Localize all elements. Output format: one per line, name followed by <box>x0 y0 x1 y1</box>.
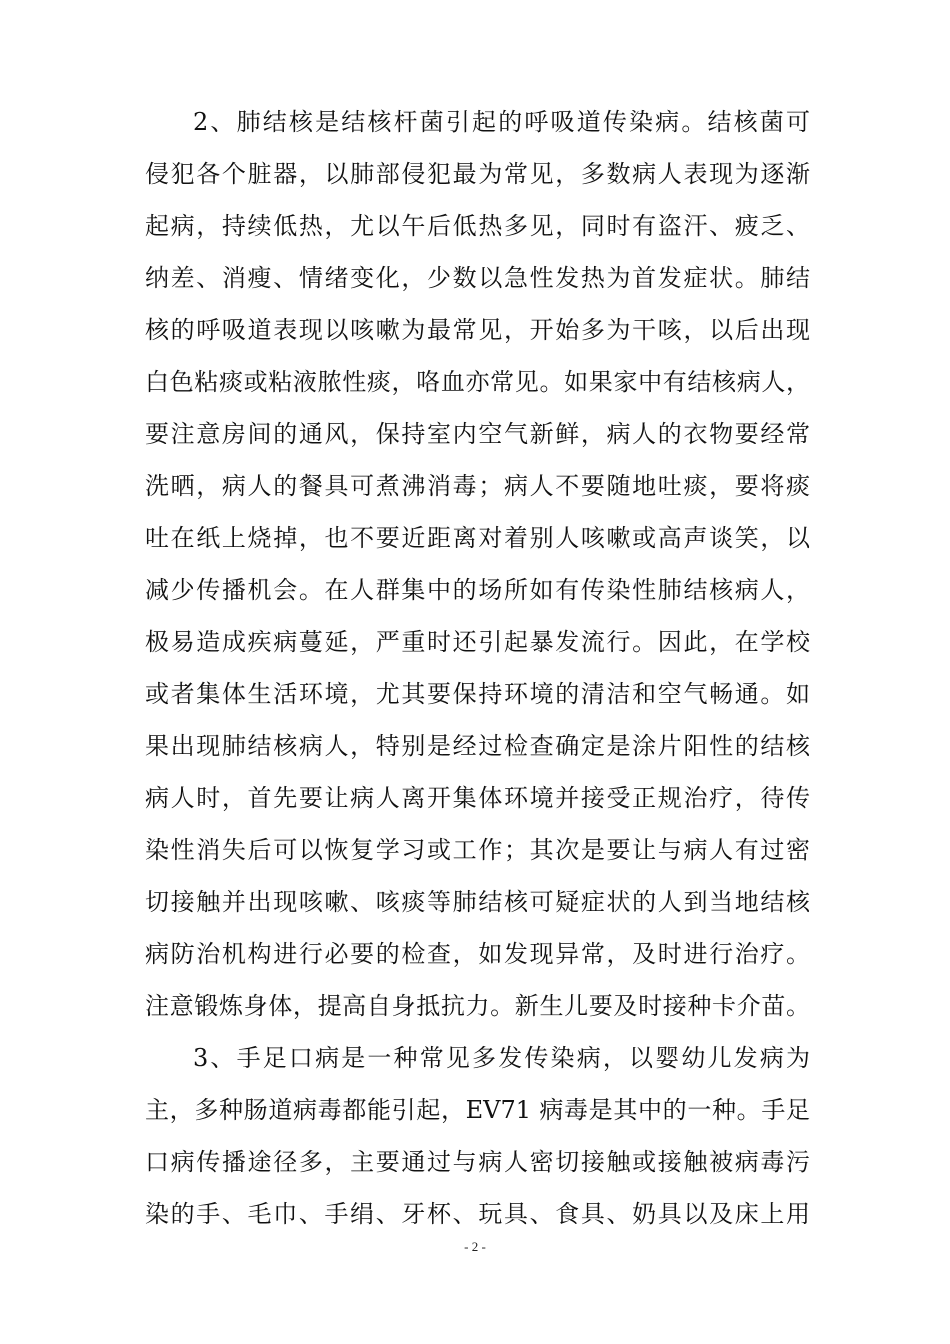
text-line: 3、手足口病是一种常见多发传染病，以婴幼儿发病为 <box>193 1044 810 1072</box>
text-line: 吐在纸上烧掉，也不要近距离对着别人咳嗽或高声谈笑，以 <box>145 524 810 552</box>
text-line: 果出现肺结核病人，特别是经过检查确定是涂片阳性的结核 <box>145 732 810 760</box>
text-line: 白色粘痰或粘液脓性痰，咯血亦常见。如果家中有结核病人， <box>145 368 810 396</box>
text-line: 起病，持续低热，尤以午后低热多见，同时有盗汗、疲乏、 <box>145 212 810 240</box>
text-line: 病防治机构进行必要的检查，如发现异常，及时进行治疗。 <box>145 940 810 968</box>
text-line: 染的手、毛巾、手绢、牙杯、玩具、食具、奶具以及床上用 <box>145 1200 810 1228</box>
text-line: 纳差、消瘦、情绪变化，少数以急性发热为首发症状。肺结 <box>145 264 810 292</box>
text-line: 或者集体生活环境，尤其要保持环境的清洁和空气畅通。如 <box>145 680 810 708</box>
text-line: 极易造成疾病蔓延，严重时还引起暴发流行。因此，在学校 <box>145 628 810 656</box>
text-line: 减少传播机会。在人群集中的场所如有传染性肺结核病人， <box>145 576 810 604</box>
paragraph-hand-foot-mouth <box>145 1032 810 1240</box>
text-line: 口病传播途径多，主要通过与病人密切接触或接触被病毒污 <box>145 1148 810 1176</box>
text-line: 洗晒，病人的餐具可煮沸消毒；病人不要随地吐痰，要将痰 <box>145 472 810 500</box>
text-line: 注意锻炼身体，提高自身抵抗力。新生儿要及时接种卡介苗。 <box>145 992 810 1020</box>
text-line: 病人时，首先要让病人离开集体环境并接受正规治疗，待传 <box>145 784 810 812</box>
text-line: 2、肺结核是结核杆菌引起的呼吸道传染病。结核菌可 <box>193 108 810 136</box>
paragraph-tuberculosis <box>145 96 810 1032</box>
text-line: 切接触并出现咳嗽、咳痰等肺结核可疑症状的人到当地结核 <box>145 888 810 916</box>
text-line: 染性消失后可以恢复学习或工作；其次是要让与病人有过密 <box>145 836 810 864</box>
page-number: - 2 - <box>464 1239 486 1254</box>
text-line: 主，多种肠道病毒都能引起，EV71 病毒是其中的一种。手足 <box>145 1096 810 1124</box>
document-body <box>145 96 810 1240</box>
text-line: 要注意房间的通风，保持室内空气新鲜，病人的衣物要经常 <box>145 420 810 448</box>
text-line: 核的呼吸道表现以咳嗽为最常见，开始多为干咳，以后出现 <box>145 316 810 344</box>
text-line: 侵犯各个脏器，以肺部侵犯最为常见，多数病人表现为逐渐 <box>145 160 810 188</box>
